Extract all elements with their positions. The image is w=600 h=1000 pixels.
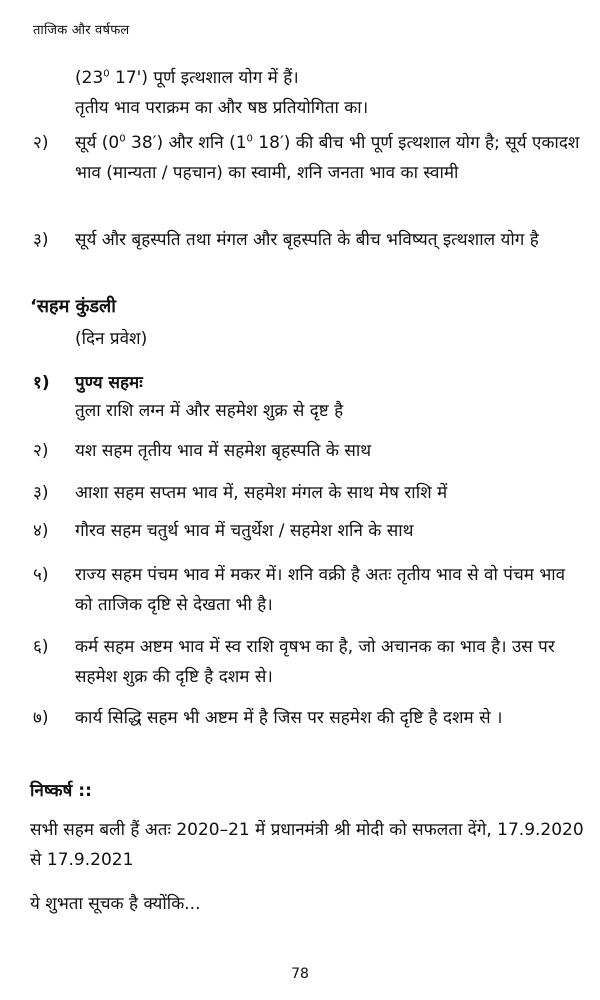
section-subtitle: (दिन प्रवेश) xyxy=(75,329,148,349)
list-number: ३) xyxy=(33,230,49,250)
list-item-text: कर्म सहम अष्टम भाव में स्व राशि वृषभ का है, जो अचानक का भाव है। उस पर सहमेश शुक्र की दृष्टि है दशम से। xyxy=(75,637,555,687)
section-heading: ‘सहम कुंडली xyxy=(30,296,116,317)
continuation-line-2: तृतीय भाव पराक्रम का और षष्ठ प्रतियोगिता का। xyxy=(75,98,369,118)
list-item-text: आशा सहम सप्तम भाव में, सहमेश मंगल के साथ मेष राशि में xyxy=(75,483,448,503)
conclusion-paragraph: सभी सहम बली हैं अतः 2020–21 में प्रधानमंत्री श्री मोदी को सफलता देंगे, 17.9.2020 से 17.9.2021 xyxy=(30,820,584,870)
list-item-title: पुण्य सहमः xyxy=(75,373,143,393)
page-number: 78 xyxy=(291,966,309,982)
conclusion-heading: निष्कर्ष :: xyxy=(30,781,92,801)
list-item-text: सूर्य और बृहस्पति तथा मंगल और बृहस्पति के बीच भविष्यत् इत्थशाल योग है xyxy=(75,230,539,250)
list-item-text: सूर्य ($0^0$ 38′) और शनि ($1^0$ 18′) की बीच भी पूर्ण इत्थशाल योग है; सूर्य एकादश भाव (मान्यता / पहचान) का स्वामी, शनि जनता भाव का स्वामी xyxy=(75,133,580,183)
list-number: ७) xyxy=(33,708,49,728)
list-number: २) xyxy=(33,133,49,153)
list-number: १) xyxy=(33,373,50,393)
list-number: ६) xyxy=(33,637,49,657)
list-number: ५) xyxy=(33,565,49,585)
list-number: ४) xyxy=(33,521,49,541)
list-number: २) xyxy=(33,441,49,461)
running-header: ताजिक और वर्षफल xyxy=(33,23,130,38)
continuation-line-1: ($23^0$ 17') पूर्ण इत्थशाल योग में हैं। xyxy=(75,68,299,88)
list-item-text: गौरव सहम चतुर्थ भाव में चतुर्थेश / सहमेश शनि के साथ xyxy=(75,521,414,541)
list-number: ३) xyxy=(33,483,49,503)
list-item-text: कार्य सिद्धि सहम भी अष्टम में है जिस पर सहमेश की दृष्टि है दशम से । xyxy=(75,708,503,728)
conclusion-note: ये शुभता सूचक है क्योंकि... xyxy=(30,894,201,914)
list-item-text: राज्य सहम पंचम भाव में मकर में। शनि वक्री है अतः तृतीय भाव से वो पंचम भाव को ताजिक दृष्टि से देखता भी है। xyxy=(75,565,566,615)
list-item-text: यश सहम तृतीय भाव में सहमेश बृहस्पति के साथ xyxy=(75,441,372,461)
list-item-text: तुला राशि लग्न में और सहमेश शुक्र से दृष्ट है xyxy=(75,401,344,421)
